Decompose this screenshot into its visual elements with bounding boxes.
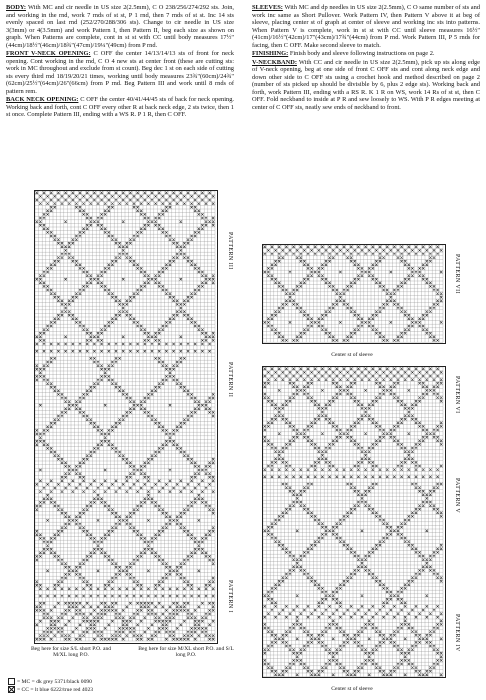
grid-lines xyxy=(263,367,443,677)
back-neck-paragraph: BACK NECK OPENING: C OFF the center 40/41/44/45 sts of back for neck opening. Working back and forth, cont C OFF every other R at back neck edge, 2 sts twice, then 1 st once. Complete Pattern III, ending with a WS R. P 1 R, then C OFF. xyxy=(6,96,235,118)
x-square-icon xyxy=(8,686,15,693)
label-pattern-iii: PATTERN III xyxy=(227,232,233,270)
chart-legend xyxy=(8,678,93,694)
label-pattern-v: PATTERN V xyxy=(454,478,460,514)
front-vneck-paragraph: FRONT V-NECK OPENING: C OFF the center 14/13/14/13 sts of front for neck opening. Cont working in the rnd, C O 4 new sts at center front (these are cutting sts: work in MC throughout and exclude from st count). Beg dec 1 st on each side of cutting sts every third rnd 18/19/20/21 times, working until body measures 23¾"(60cm)/24¾"(62cm)/25½"(64cm)/26"(66cm) from P rnd. Beg Pattern III and work until 8 rnds of pattern rem. xyxy=(6,50,234,95)
empty-square-icon xyxy=(8,678,15,685)
label-pattern-vi: PATTERN VI xyxy=(454,376,460,414)
center-st-bottom-note: Center st of sleeve xyxy=(331,686,373,692)
sleeve-bottom-chart xyxy=(262,366,446,678)
legend-cc: = CC = lt blue 6222/true red 4023 xyxy=(8,686,93,694)
sleeves-paragraph: SLEEVES: With MC and dp needles in US size 2(2.5mm), C O same number of sts and work inc same as Short Pullover. Work Pattern IV, then Pattern V above it at beg of sleeve, placing center st of graph at center of sleeve and working inc sts into patterns. When Pattern V is complete, work in st st with CC until sleeve measures 16½"(41cm)/16½"(42cm)/17"(43cm)/17¾"(44cm) from P rnd. Work Pattern III, P 5 rnds for facing, then C OFF. Make second sleeve to match. xyxy=(252,4,480,49)
knit-grid xyxy=(263,245,445,343)
label-pattern-i: PATTERN I xyxy=(227,580,233,613)
label-pattern-ii: PATTERN II xyxy=(227,362,233,398)
label-pattern-iv: PATTERN IV xyxy=(454,614,460,652)
knit-grid xyxy=(263,367,445,677)
center-st-top-note: Center st of sleeve xyxy=(331,352,373,358)
knit-grid xyxy=(35,191,217,643)
label-pattern-vii: PATTERN VII xyxy=(454,254,460,294)
beg-here-note-1: Beg here for size S/L short P.O. and M/XL long P.O. xyxy=(30,646,112,659)
body-pattern-chart xyxy=(34,190,218,644)
left-instructions xyxy=(6,4,234,120)
finishing-paragraph: FINISHING: Finish body and sleeve following instructions on page 2. xyxy=(252,50,435,57)
legend-mc: = MC = dk grey 5371/black 0090 xyxy=(8,678,93,686)
right-instructions xyxy=(252,4,480,112)
body-paragraph: BODY: With MC and cir needle in US size 2(2.5mm), C O 238/256/274/292 sts. Join, and working in the rnd, work 7 rnds of st st, P 1 rnd, then 7 rnds of st st. Inc 14 sts evenly spaced on last rnd (252/270/288/306 sts). Change to cir needle in US size 3(3mm) or 4(3.5mm) and work Pattern I, then Pattern II, beg each size as shown on graph. When Patterns are complete, cont in st st with CC until body measures 17½"(44cm)/18½"(46cm)/18¾"(47cm)/19¼"(49cm) from P rnd. xyxy=(6,4,234,49)
beg-here-note-2: Beg here for size M/XL short P.O. and S/L long P.O. xyxy=(138,646,234,659)
sleeve-top-chart xyxy=(262,244,446,344)
neckband-paragraph: V-NECKBAND: With CC and cir needle in US size 2(2.5mm), pick up sts along edge of V-neck opening, beg at one side of front C OFF sts and cont along neck edge and down other side to C OFF sts using a crochet hook and method described on page 2 (number of sts picked up should be divisible by 6, plus 2 edge sts). Working back and forth, work Pattern III, ending with a RS R. K 1 R on WS, work 14 Rs of st st, then C OFF. Fold neckband to inside at P R and sew loosely to WS. With P R edges meeting at center of C OFF sts, neatly sew ends of neckband to front. xyxy=(252,58,480,111)
